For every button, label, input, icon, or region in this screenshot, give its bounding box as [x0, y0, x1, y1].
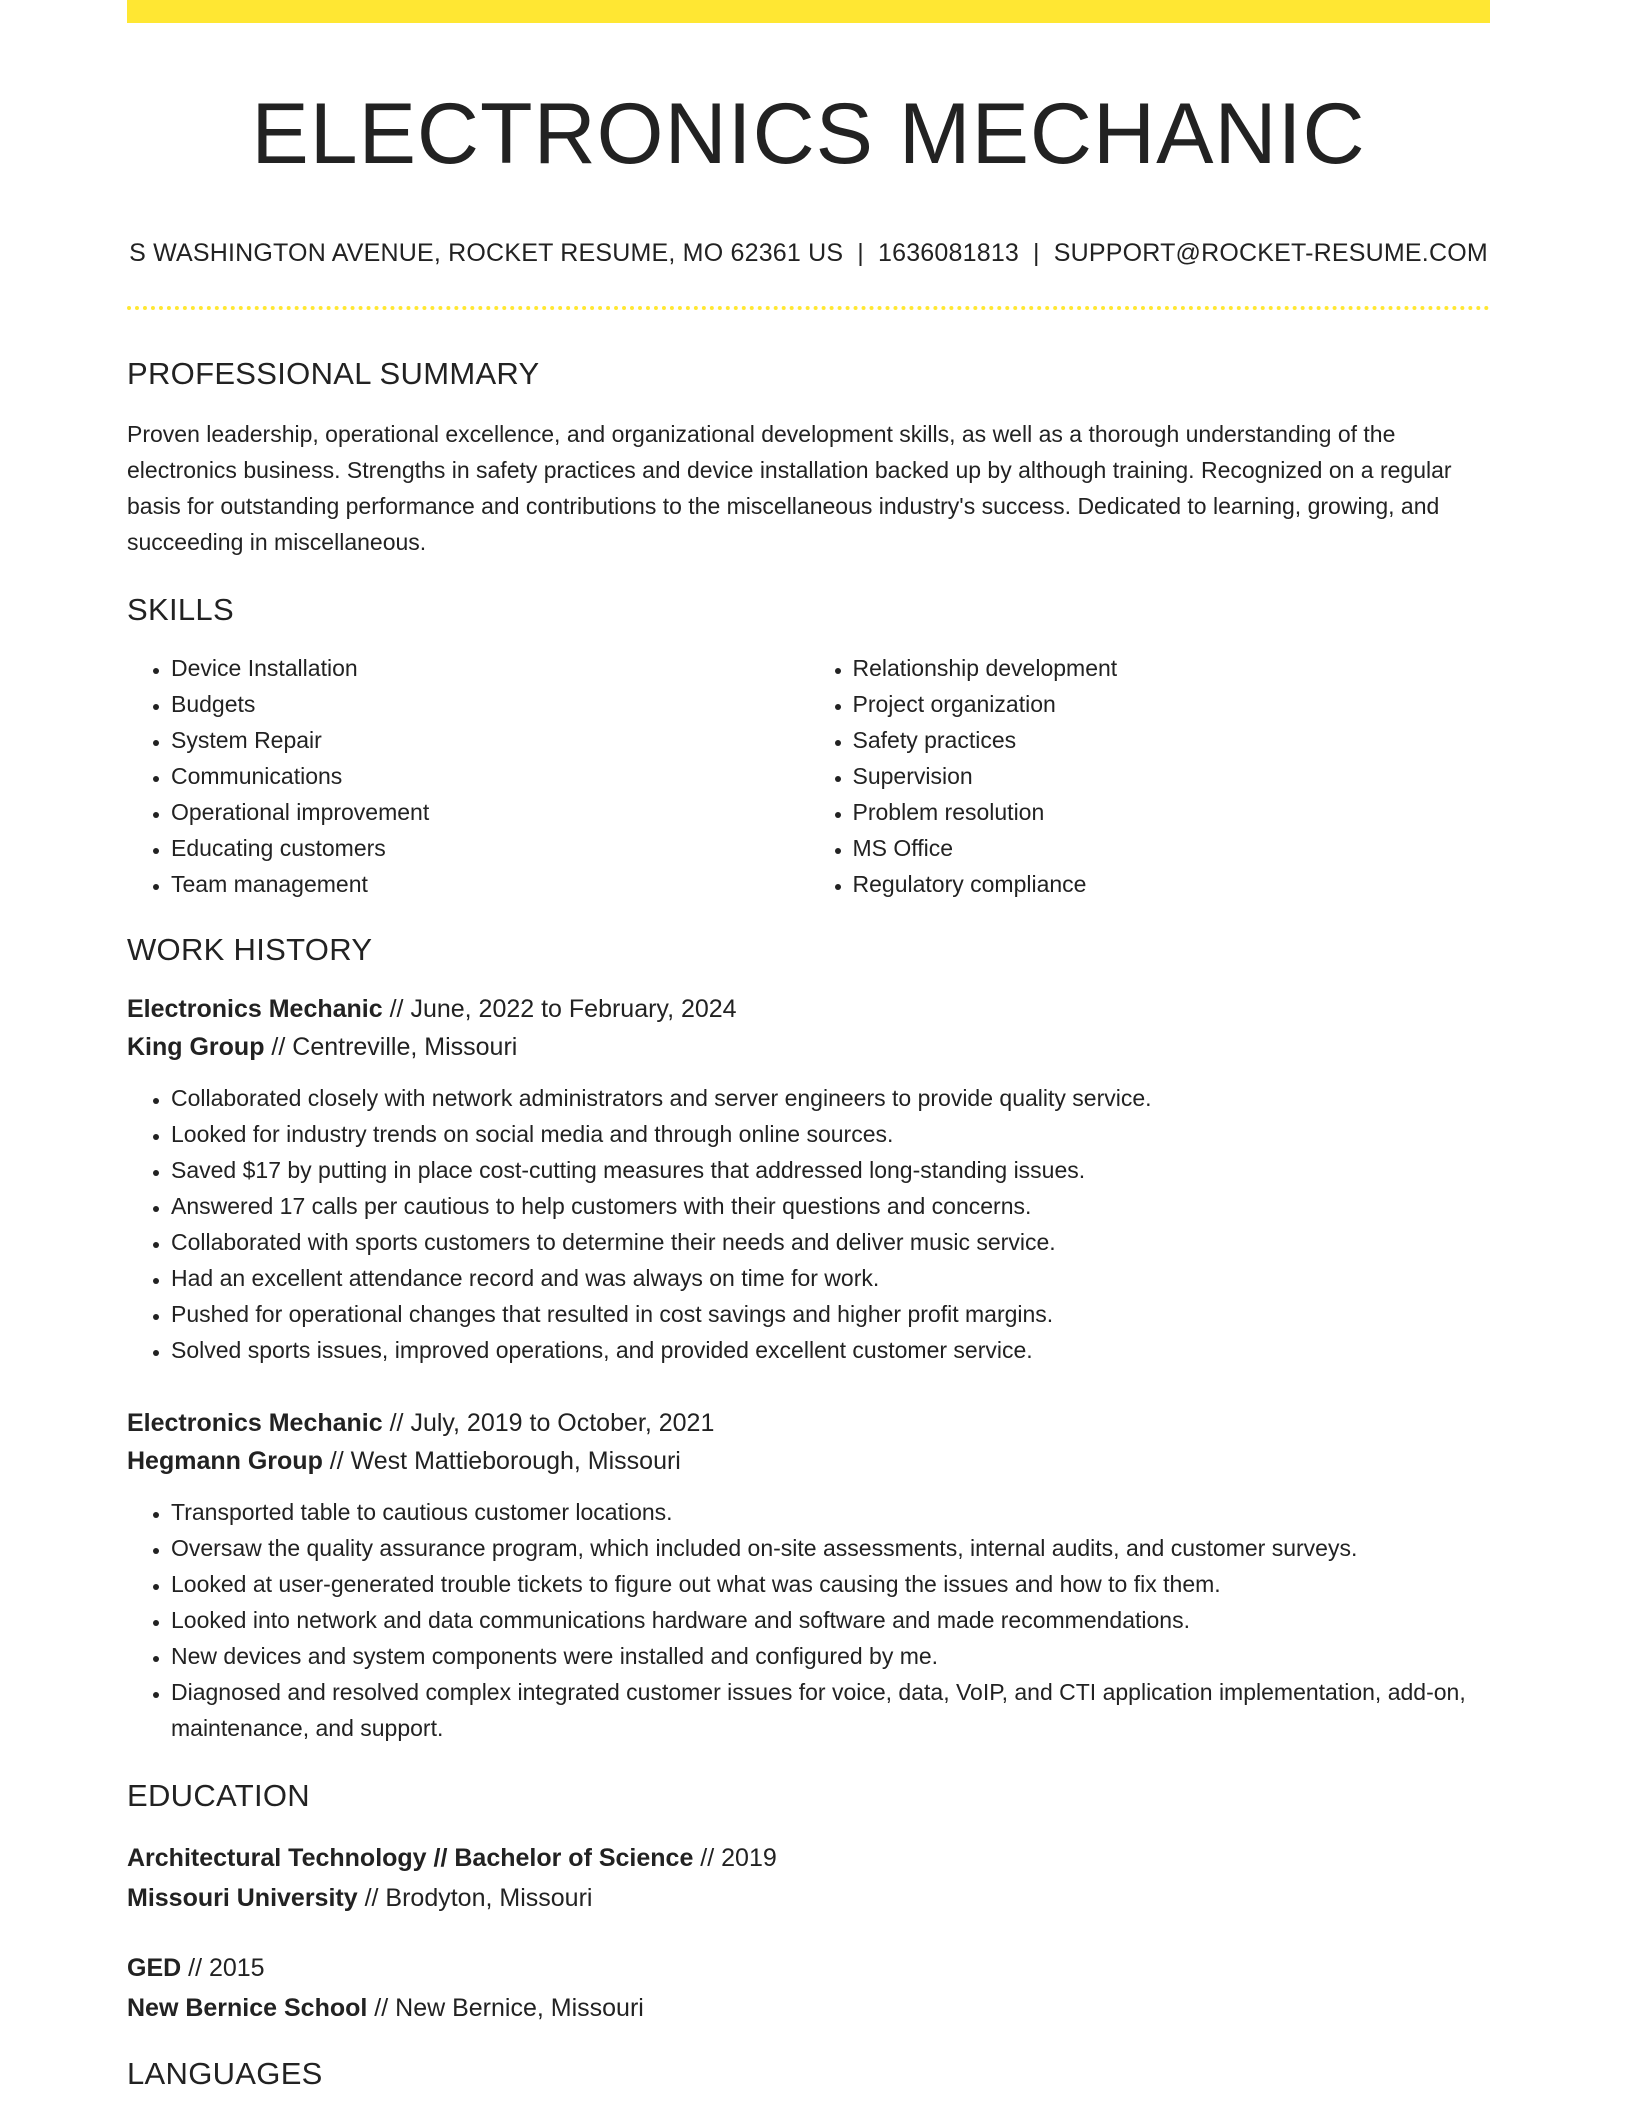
- job-bullet: • Answered 17 calls per cautious to help customers with their questions and concerns.: [171, 1188, 1490, 1224]
- job-bullet: • Solved sports issues, improved operations, and provided excellent customer service.: [171, 1332, 1490, 1368]
- education-location: // Brodyton, Missouri: [357, 1884, 593, 1912]
- resume-name: ELECTRONICS MECHANIC: [251, 86, 1366, 182]
- skill-item: • Regulatory compliance: [853, 866, 1491, 902]
- job-bullet: • Pushed for operational changes that resulted in cost savings and higher profit margins.: [171, 1296, 1490, 1332]
- job-header: [127, 1404, 1490, 1480]
- job-role-line: [127, 1404, 1490, 1442]
- summary-text: Proven leadership, operational excellence, and organizational development skills, as well as a thorough understanding of the electronics business. Strengths in safety practices and device installation backed up by although training. Recognized on a regular basis for outstanding performance and contributions to the miscellaneous industry's success. Dedicated to learning, growing, and succeeding in miscellaneous.: [127, 421, 1452, 555]
- job-bullet: • Looked for industry trends on social media and through online sources.: [171, 1116, 1490, 1152]
- job-bullet: • Saved $17 by putting in place cost-cutting measures that addressed long-standing issues.: [171, 1152, 1490, 1188]
- skill-item: • Budgets: [171, 686, 809, 722]
- job-dates: // July, 2019 to October, 2021: [382, 1409, 715, 1437]
- contact-separator: |: [1033, 239, 1040, 267]
- dotted-divider: [127, 306, 1490, 310]
- skill-item: • Team management: [171, 866, 809, 902]
- job-bullet: • Had an excellent attendance record and was always on time for work.: [171, 1260, 1490, 1296]
- job-role: Electronics Mechanic: [127, 1409, 383, 1437]
- education-degree-line: [127, 1948, 1490, 1988]
- work-history-heading: WORK HISTORY: [127, 932, 373, 967]
- job-bullet: • Looked at user-generated trouble tickets to figure out what was causing the issues and how to fix them.: [171, 1566, 1490, 1602]
- skill-item: • Educating customers: [171, 830, 809, 866]
- education-school-line: [127, 1988, 1490, 2028]
- job-bullets: [127, 1494, 1490, 1746]
- job-company: King Group: [127, 1033, 265, 1061]
- skills-grid: [127, 650, 1490, 902]
- job-bullet: • Oversaw the quality assurance program, which included on-site assessments, internal audits, and customer surveys.: [171, 1530, 1490, 1566]
- education-degree: Architectural Technology // Bachelor of Science: [127, 1844, 694, 1872]
- job-bullet: • Diagnosed and resolved complex integrated customer issues for voice, data, VoIP, and CTI application implementation, add-on, maintenance, and support.: [171, 1674, 1490, 1746]
- education-school: Missouri University: [127, 1884, 358, 1912]
- skill-item: • Supervision: [853, 758, 1491, 794]
- skills-column-left: [127, 650, 809, 902]
- job-role: Electronics Mechanic: [127, 995, 383, 1023]
- job-bullet: • Looked into network and data communications hardware and software and made recommendations.: [171, 1602, 1490, 1638]
- education-school: New Bernice School: [127, 1994, 368, 2022]
- job-bullet: • Transported table to cautious customer locations.: [171, 1494, 1490, 1530]
- education-entry: [127, 1948, 1490, 2028]
- skill-item: • Relationship development: [853, 650, 1491, 686]
- education-year: // 2019: [693, 1844, 777, 1872]
- education-heading: EDUCATION: [127, 1778, 310, 1813]
- languages-heading: LANGUAGES: [127, 2056, 323, 2091]
- accent-top-bar: [127, 0, 1490, 23]
- skill-item: • MS Office: [853, 830, 1491, 866]
- job-role-line: [127, 990, 1490, 1028]
- skills-heading: SKILLS: [127, 592, 234, 627]
- job-company: Hegmann Group: [127, 1447, 323, 1475]
- job-dates: // June, 2022 to February, 2024: [382, 995, 737, 1023]
- skill-item: • Problem resolution: [853, 794, 1491, 830]
- job-header: [127, 990, 1490, 1066]
- skills-column-right: [809, 650, 1491, 902]
- contact-separator: |: [857, 239, 864, 267]
- education-entry: [127, 1838, 1490, 1918]
- skill-item: • Project organization: [853, 686, 1491, 722]
- contact-address: S WASHINGTON AVENUE, ROCKET RESUME, MO 62361 US: [129, 239, 844, 267]
- skill-item: • Operational improvement: [171, 794, 809, 830]
- contact-line: [127, 239, 1490, 268]
- contact-phone: 1636081813: [878, 239, 1020, 267]
- job-bullets: [127, 1080, 1490, 1368]
- job-bullet: • Collaborated closely with network administrators and server engineers to provide quality service.: [171, 1080, 1490, 1116]
- education-school-line: [127, 1878, 1490, 1918]
- skill-item: • System Repair: [171, 722, 809, 758]
- job-location: // West Mattieborough, Missouri: [322, 1447, 681, 1475]
- skill-item: • Communications: [171, 758, 809, 794]
- skill-item: • Device Installation: [171, 650, 809, 686]
- resume-content: [127, 0, 1490, 2092]
- education-degree-line: [127, 1838, 1490, 1878]
- job-company-line: [127, 1442, 1490, 1480]
- job-bullet: • New devices and system components were installed and configured by me.: [171, 1638, 1490, 1674]
- education-year: // 2015: [181, 1954, 265, 1982]
- job-bullet: • Collaborated with sports customers to determine their needs and deliver music service.: [171, 1224, 1490, 1260]
- job-location: // Centreville, Missouri: [264, 1033, 518, 1061]
- job-company-line: [127, 1028, 1490, 1066]
- summary-heading: PROFESSIONAL SUMMARY: [127, 356, 540, 391]
- education-location: // New Bernice, Missouri: [367, 1994, 644, 2022]
- skill-item: • Safety practices: [853, 722, 1491, 758]
- contact-email: SUPPORT@ROCKET-RESUME.COM: [1053, 239, 1488, 267]
- education-degree: GED: [127, 1954, 182, 1982]
